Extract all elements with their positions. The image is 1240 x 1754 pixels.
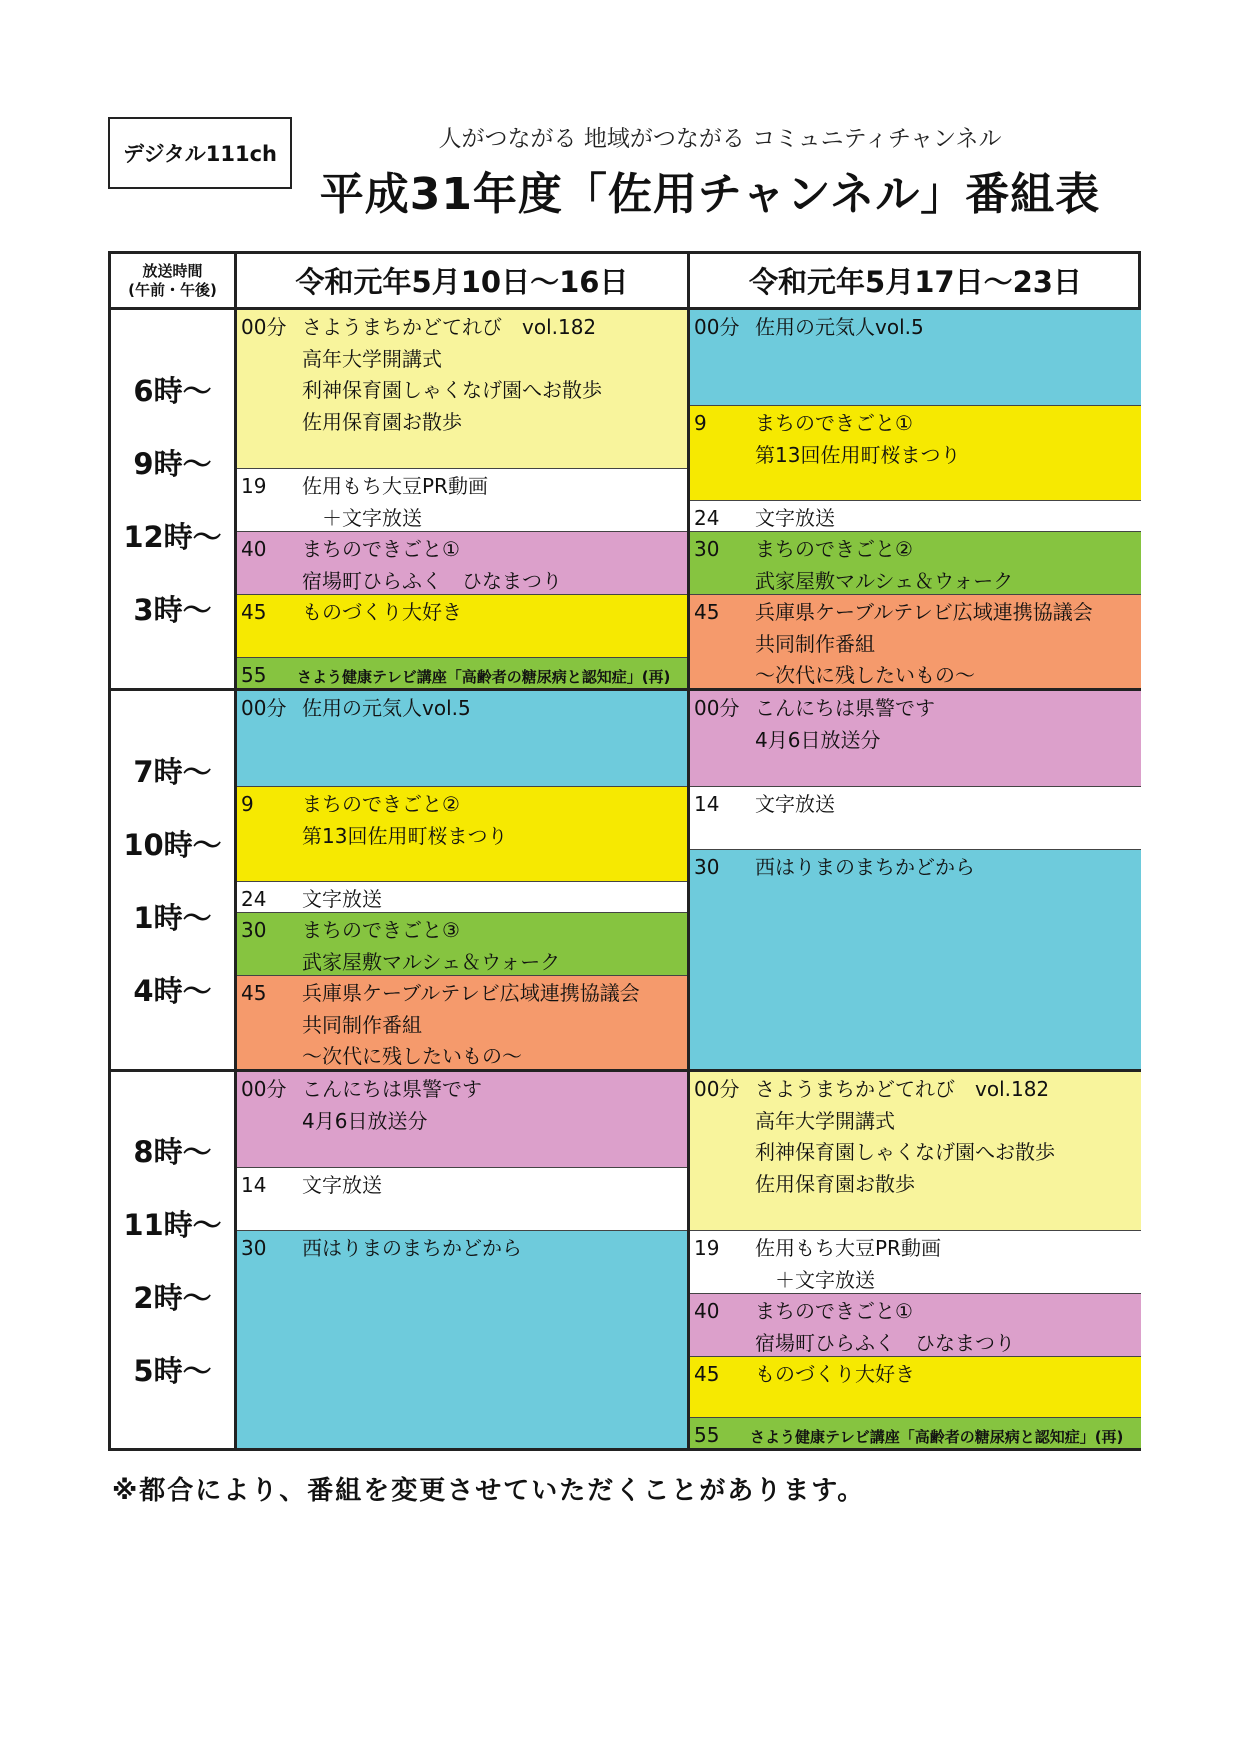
row-divider <box>111 1069 1138 1072</box>
program-slot <box>237 786 687 881</box>
minute-label: 24 <box>241 887 267 911</box>
program-slot <box>237 594 687 657</box>
time-label: 1時～ <box>133 901 212 935</box>
time-slot-block-2 <box>111 691 234 1069</box>
page-subtitle: 人がつながる 地域がつながる コミュニティチャンネル <box>438 126 1002 152</box>
minute-label: 30 <box>241 1236 267 1260</box>
minute-label: 00分 <box>694 315 740 339</box>
program-title: まちのできごと① 第13回佐用町桜まつり <box>755 411 961 467</box>
minute-label: 14 <box>694 792 720 816</box>
program-title: まちのできごと① 宿場町ひらふく ひなまつり <box>302 537 562 593</box>
program-slot <box>237 531 687 594</box>
program-slot <box>690 1072 1141 1230</box>
program-title: まちのできごと③ 武家屋敷マルシェ＆ウォーク <box>302 918 561 974</box>
minute-label: 45 <box>241 600 267 624</box>
program-slot <box>237 1167 687 1230</box>
time-label: 5時～ <box>133 1354 212 1388</box>
minute-label: 45 <box>241 981 267 1005</box>
time-column-header <box>111 254 234 307</box>
program-slot <box>690 531 1141 594</box>
time-label: 7時～ <box>133 755 212 789</box>
program-title: 文字放送 <box>755 506 835 530</box>
program-title: 佐用もち大豆PR動画 ＋文字放送 <box>302 474 488 530</box>
program-slot <box>690 849 1141 1069</box>
program-slot <box>690 405 1141 500</box>
time-header-line1: 放送時間 <box>142 261 203 280</box>
time-header-line2: (午前・午後) <box>128 280 217 299</box>
minute-label: 30 <box>694 855 720 879</box>
program-slot <box>237 657 687 688</box>
minute-label: 55 <box>694 1423 720 1447</box>
minute-label: 55 <box>241 663 267 687</box>
minute-label: 40 <box>241 537 267 561</box>
program-title: 佐用の元気人vol.5 <box>755 315 924 339</box>
program-title: こんにちは県警です 4月6日放送分 <box>302 1077 482 1133</box>
program-title: 佐用の元気人vol.5 <box>302 696 471 720</box>
program-title: 西はりまのまちかどから <box>755 855 975 879</box>
program-slot <box>690 1293 1141 1356</box>
program-title: まちのできごと① 宿場町ひらふく ひなまつり <box>755 1299 1015 1355</box>
minute-label: 30 <box>241 918 267 942</box>
time-slot-block-3 <box>111 1072 234 1448</box>
program-title: ものづくり大好き <box>755 1362 915 1386</box>
program-slot <box>237 310 687 468</box>
time-label: 3時～ <box>133 593 212 627</box>
program-slot <box>237 881 687 912</box>
minute-label: 24 <box>694 506 720 530</box>
program-title: 文字放送 <box>302 887 382 911</box>
program-title: さよう健康テレビ講座「高齢者の糖尿病と認知症」(再) <box>750 1428 1124 1446</box>
program-slot <box>690 1230 1141 1293</box>
program-title: 兵庫県ケーブルテレビ広域連携協議会 共同制作番組 ～次代に残したいもの～ <box>302 981 640 1068</box>
time-slot-block-1 <box>111 310 234 688</box>
week1-header: 令和元年5月10日～16日 <box>295 265 629 299</box>
program-title: 佐用もち大豆PR動画 ＋文字放送 <box>755 1236 941 1292</box>
page-title: 平成31年度「佐用チャンネル」番組表 <box>319 169 1101 220</box>
program-slot <box>690 1417 1141 1448</box>
program-slot <box>237 975 687 1069</box>
program-slot <box>237 691 687 786</box>
row-divider <box>111 307 1138 310</box>
minute-label: 19 <box>241 474 267 498</box>
minute-label: 00分 <box>241 696 287 720</box>
program-title: まちのできごと② 第13回佐用町桜まつり <box>302 792 508 848</box>
minute-label: 45 <box>694 600 720 624</box>
program-slot <box>237 912 687 975</box>
program-title: 西はりまのまちかどから <box>302 1236 522 1260</box>
program-slot <box>237 468 687 531</box>
program-slot <box>237 1072 687 1167</box>
week2-header: 令和元年5月17日～23日 <box>749 265 1082 299</box>
program-slot <box>690 594 1141 688</box>
minute-label: 45 <box>694 1362 720 1386</box>
program-title: 文字放送 <box>302 1173 382 1197</box>
footnote: ※都合により、番組を変更させていただくことがあります。 <box>112 1476 866 1506</box>
column-divider <box>687 254 690 1448</box>
time-label: 9時～ <box>133 447 212 481</box>
program-title: さようまちかどてれび vol.182 高年大学開講式 利神保育園しゃくなげ園へお散歩 佐用保育園お散歩 <box>302 315 602 434</box>
program-slot <box>690 1356 1141 1417</box>
minute-label: 00分 <box>694 1077 740 1101</box>
program-title: 文字放送 <box>755 792 835 816</box>
program-title: ものづくり大好き <box>302 600 462 624</box>
program-slot <box>237 1230 687 1448</box>
schedule-table <box>108 251 1141 1451</box>
row-divider <box>111 688 1138 691</box>
minute-label: 9 <box>241 792 254 816</box>
minute-label: 30 <box>694 537 720 561</box>
minute-label: 00分 <box>241 1077 287 1101</box>
time-label: 4時～ <box>133 974 212 1008</box>
channel-badge: デジタル111ch <box>108 117 292 189</box>
minute-label: 00分 <box>694 696 740 720</box>
minute-label: 14 <box>241 1173 267 1197</box>
program-slot <box>690 786 1141 849</box>
program-slot <box>690 691 1141 786</box>
time-label: 2時～ <box>133 1281 212 1315</box>
minute-label: 40 <box>694 1299 720 1323</box>
program-title: こんにちは県警です 4月6日放送分 <box>755 696 935 752</box>
program-slot <box>690 310 1141 405</box>
program-slot <box>690 500 1141 531</box>
program-title: まちのできごと② 武家屋敷マルシェ＆ウォーク <box>755 537 1014 593</box>
program-title: 兵庫県ケーブルテレビ広域連携協議会 共同制作番組 ～次代に残したいもの～ <box>755 600 1093 687</box>
program-title: さようまちかどてれび vol.182 高年大学開講式 利神保育園しゃくなげ園へお散歩 佐用保育園お散歩 <box>755 1077 1055 1196</box>
minute-label: 9 <box>694 411 707 435</box>
time-label: 8時～ <box>133 1135 212 1169</box>
time-label: 6時～ <box>133 374 212 408</box>
time-label: 10時～ <box>123 828 222 862</box>
column-divider <box>234 254 237 1448</box>
time-label: 11時～ <box>123 1208 222 1242</box>
program-title: さよう健康テレビ講座「高齢者の糖尿病と認知症」(再) <box>297 668 671 686</box>
minute-label: 19 <box>694 1236 720 1260</box>
time-label: 12時～ <box>123 520 222 554</box>
minute-label: 00分 <box>241 315 287 339</box>
